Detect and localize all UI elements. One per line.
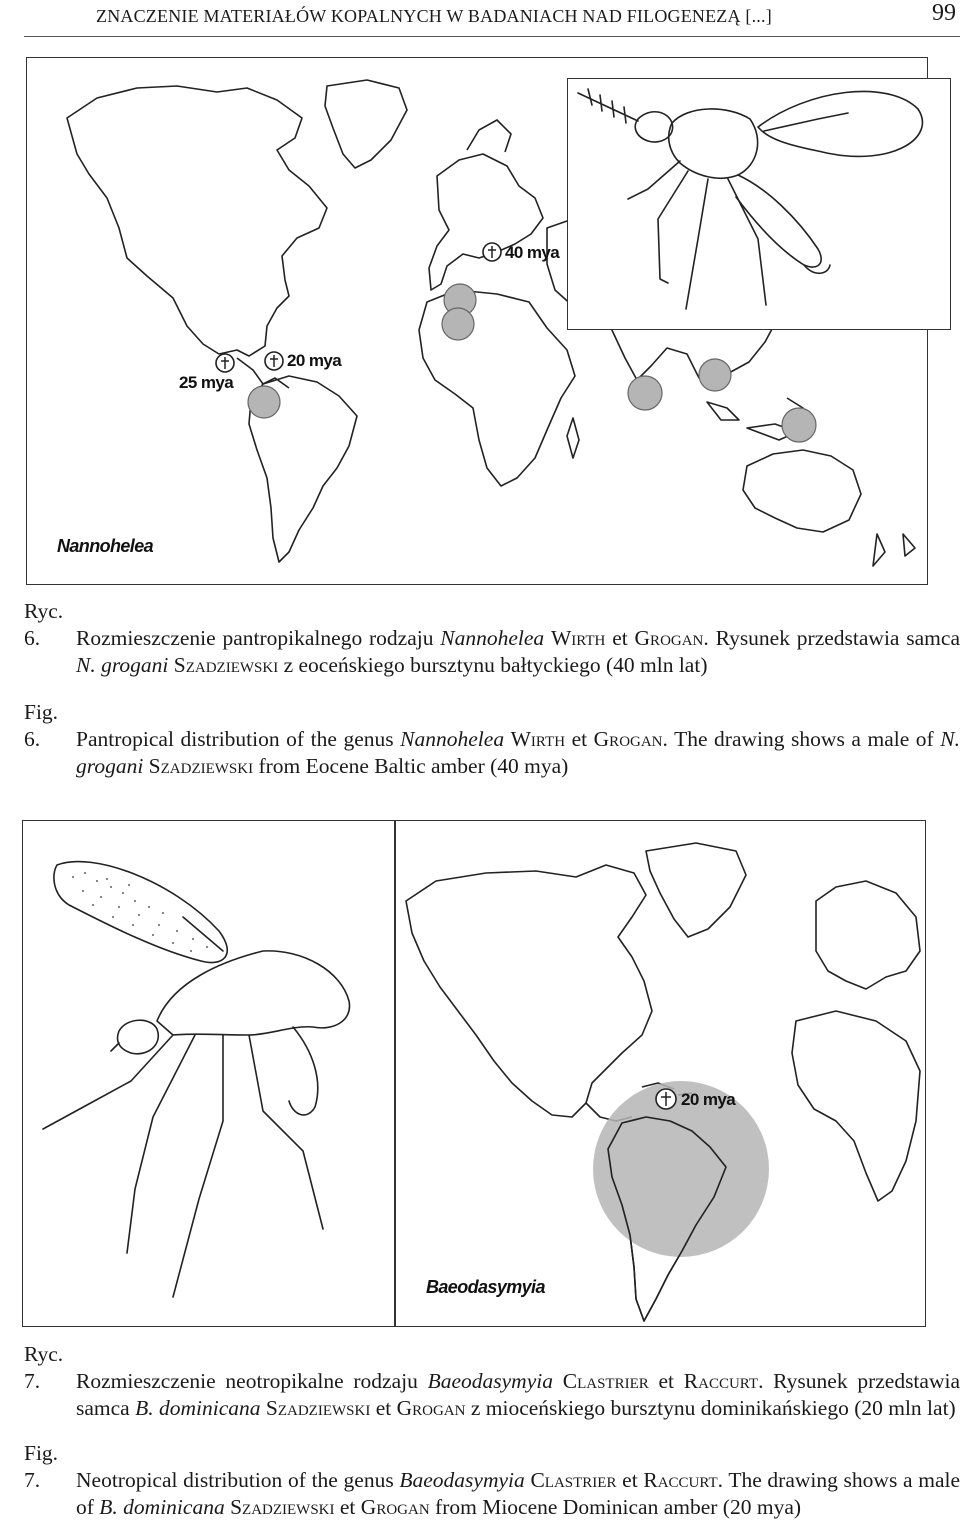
caption-body (24, 1368, 960, 1422)
caption-text: Neotropical distribution of the genus (76, 1468, 400, 1492)
insect-drawing-baeodasymyia (23, 821, 393, 1326)
genus-name: Nannohelea (440, 626, 545, 650)
caption-text: from Miocene Dominican amber (20 mya) (429, 1495, 802, 1519)
caption-body (24, 726, 960, 780)
genus-name: Nannohelea (400, 727, 505, 751)
continent-north-america (406, 865, 652, 1117)
author-name: Raccurt (643, 1468, 718, 1492)
continent-australia (743, 450, 861, 532)
continent-north-america (67, 86, 327, 356)
continent-europe (429, 154, 543, 290)
caption-text: et (565, 727, 594, 751)
author-name: Grogan (360, 1495, 430, 1519)
caption-body (24, 625, 960, 679)
americas-map (396, 821, 924, 1326)
distribution-dot (628, 376, 662, 410)
insect-drawing (568, 79, 950, 329)
caption-label: Ryc. 6. (24, 599, 64, 650)
caption-text: z mioceńskiego bursztynu dominikańskiego (20 mln lat) (465, 1396, 956, 1420)
species-name: N. grogani (76, 653, 169, 677)
caption-text: . The drawing shows a male of (76, 1468, 960, 1519)
continent-africa (792, 1011, 920, 1201)
map-genus-label: Baeodasymyia (426, 1277, 545, 1297)
caption-ryc-7 (24, 1341, 960, 1422)
caption-text: Pantropical distribution of the genus (76, 727, 401, 751)
author-name: Szadziewski (265, 1396, 371, 1420)
author-name: Grogan (396, 1396, 466, 1420)
caption-label: Fig. 6. (24, 700, 59, 751)
caption-ryc-6 (24, 598, 960, 679)
marker-label-40: 40 mya (505, 243, 560, 262)
caption-text (553, 1369, 563, 1393)
genus-name: Baeodasymyia (427, 1369, 553, 1393)
wing (54, 862, 227, 963)
author-name: Grogan (634, 626, 704, 650)
caption-label: Fig. 7. (24, 1441, 59, 1492)
genus-name: Baeodasymyia (399, 1468, 525, 1492)
distribution-dot (782, 408, 816, 442)
caption-text: . Rysunek przedstawia samca (703, 626, 960, 650)
greenland (646, 843, 746, 937)
caption-fig-7 (24, 1440, 960, 1521)
distribution-dot (699, 359, 731, 391)
caption-text: et (616, 1468, 644, 1492)
author-name: Grogan (593, 727, 663, 751)
caption-text: et (605, 626, 635, 650)
caption-text: . The drawing shows a male of (662, 727, 941, 751)
distribution-dot (248, 386, 280, 418)
distribution-dot (442, 308, 474, 340)
caption-text: . Rysunek przedstawia samca (76, 1369, 960, 1420)
caption-text: z eoceńskiego bursztynu bałtyckiego (40 mln lat) (278, 653, 708, 677)
species-name: B. dominicana (135, 1396, 261, 1420)
author-name: Wirth (510, 727, 566, 751)
page-number: 99 (932, 0, 956, 26)
species-name: N. grogani (76, 727, 960, 778)
marker-label-20: 20 mya (287, 351, 342, 370)
author-name: Szadziewski (230, 1495, 335, 1519)
caption-text: et (334, 1495, 361, 1519)
caption-text (544, 626, 551, 650)
caption-text: et (648, 1369, 684, 1393)
figure-7 (22, 820, 926, 1327)
species-name: B. dominicana (99, 1495, 225, 1519)
author-name: Wirth (551, 626, 606, 650)
author-name: Szadziewski (173, 653, 279, 677)
caption-label: Ryc. 7. (24, 1342, 64, 1393)
running-head (0, 0, 960, 38)
running-title: ZNACZENIE MATERIAŁÓW KOPALNYCH W BADANIACH NAD FILOGENEZĄ [...] (96, 6, 772, 26)
author-name: Clastrier (562, 1369, 649, 1393)
insect-drawing-inset (567, 78, 951, 330)
figure-6-world-map (26, 57, 928, 585)
caption-text: from Eocene Baltic amber (40 mya) (253, 754, 569, 778)
caption-text: et (370, 1396, 397, 1420)
header-rule (24, 36, 960, 37)
author-name: Szadziewski (148, 754, 254, 778)
caption-fig-6 (24, 699, 960, 780)
author-name: Raccurt (683, 1369, 759, 1393)
author-name: Clastrier (530, 1468, 617, 1492)
continent-europe (816, 881, 920, 989)
caption-text: Rozmieszczenie pantropikalnego rodzaju (76, 626, 441, 650)
marker-label-25: 25 mya (179, 373, 234, 392)
greenland (325, 80, 407, 168)
map-genus-label: Nannohelea (57, 536, 154, 556)
caption-text: Rozmieszczenie neotropikalne rodzaju (76, 1369, 428, 1393)
marker-label-20: 20 mya (681, 1090, 736, 1109)
caption-body (24, 1467, 960, 1521)
